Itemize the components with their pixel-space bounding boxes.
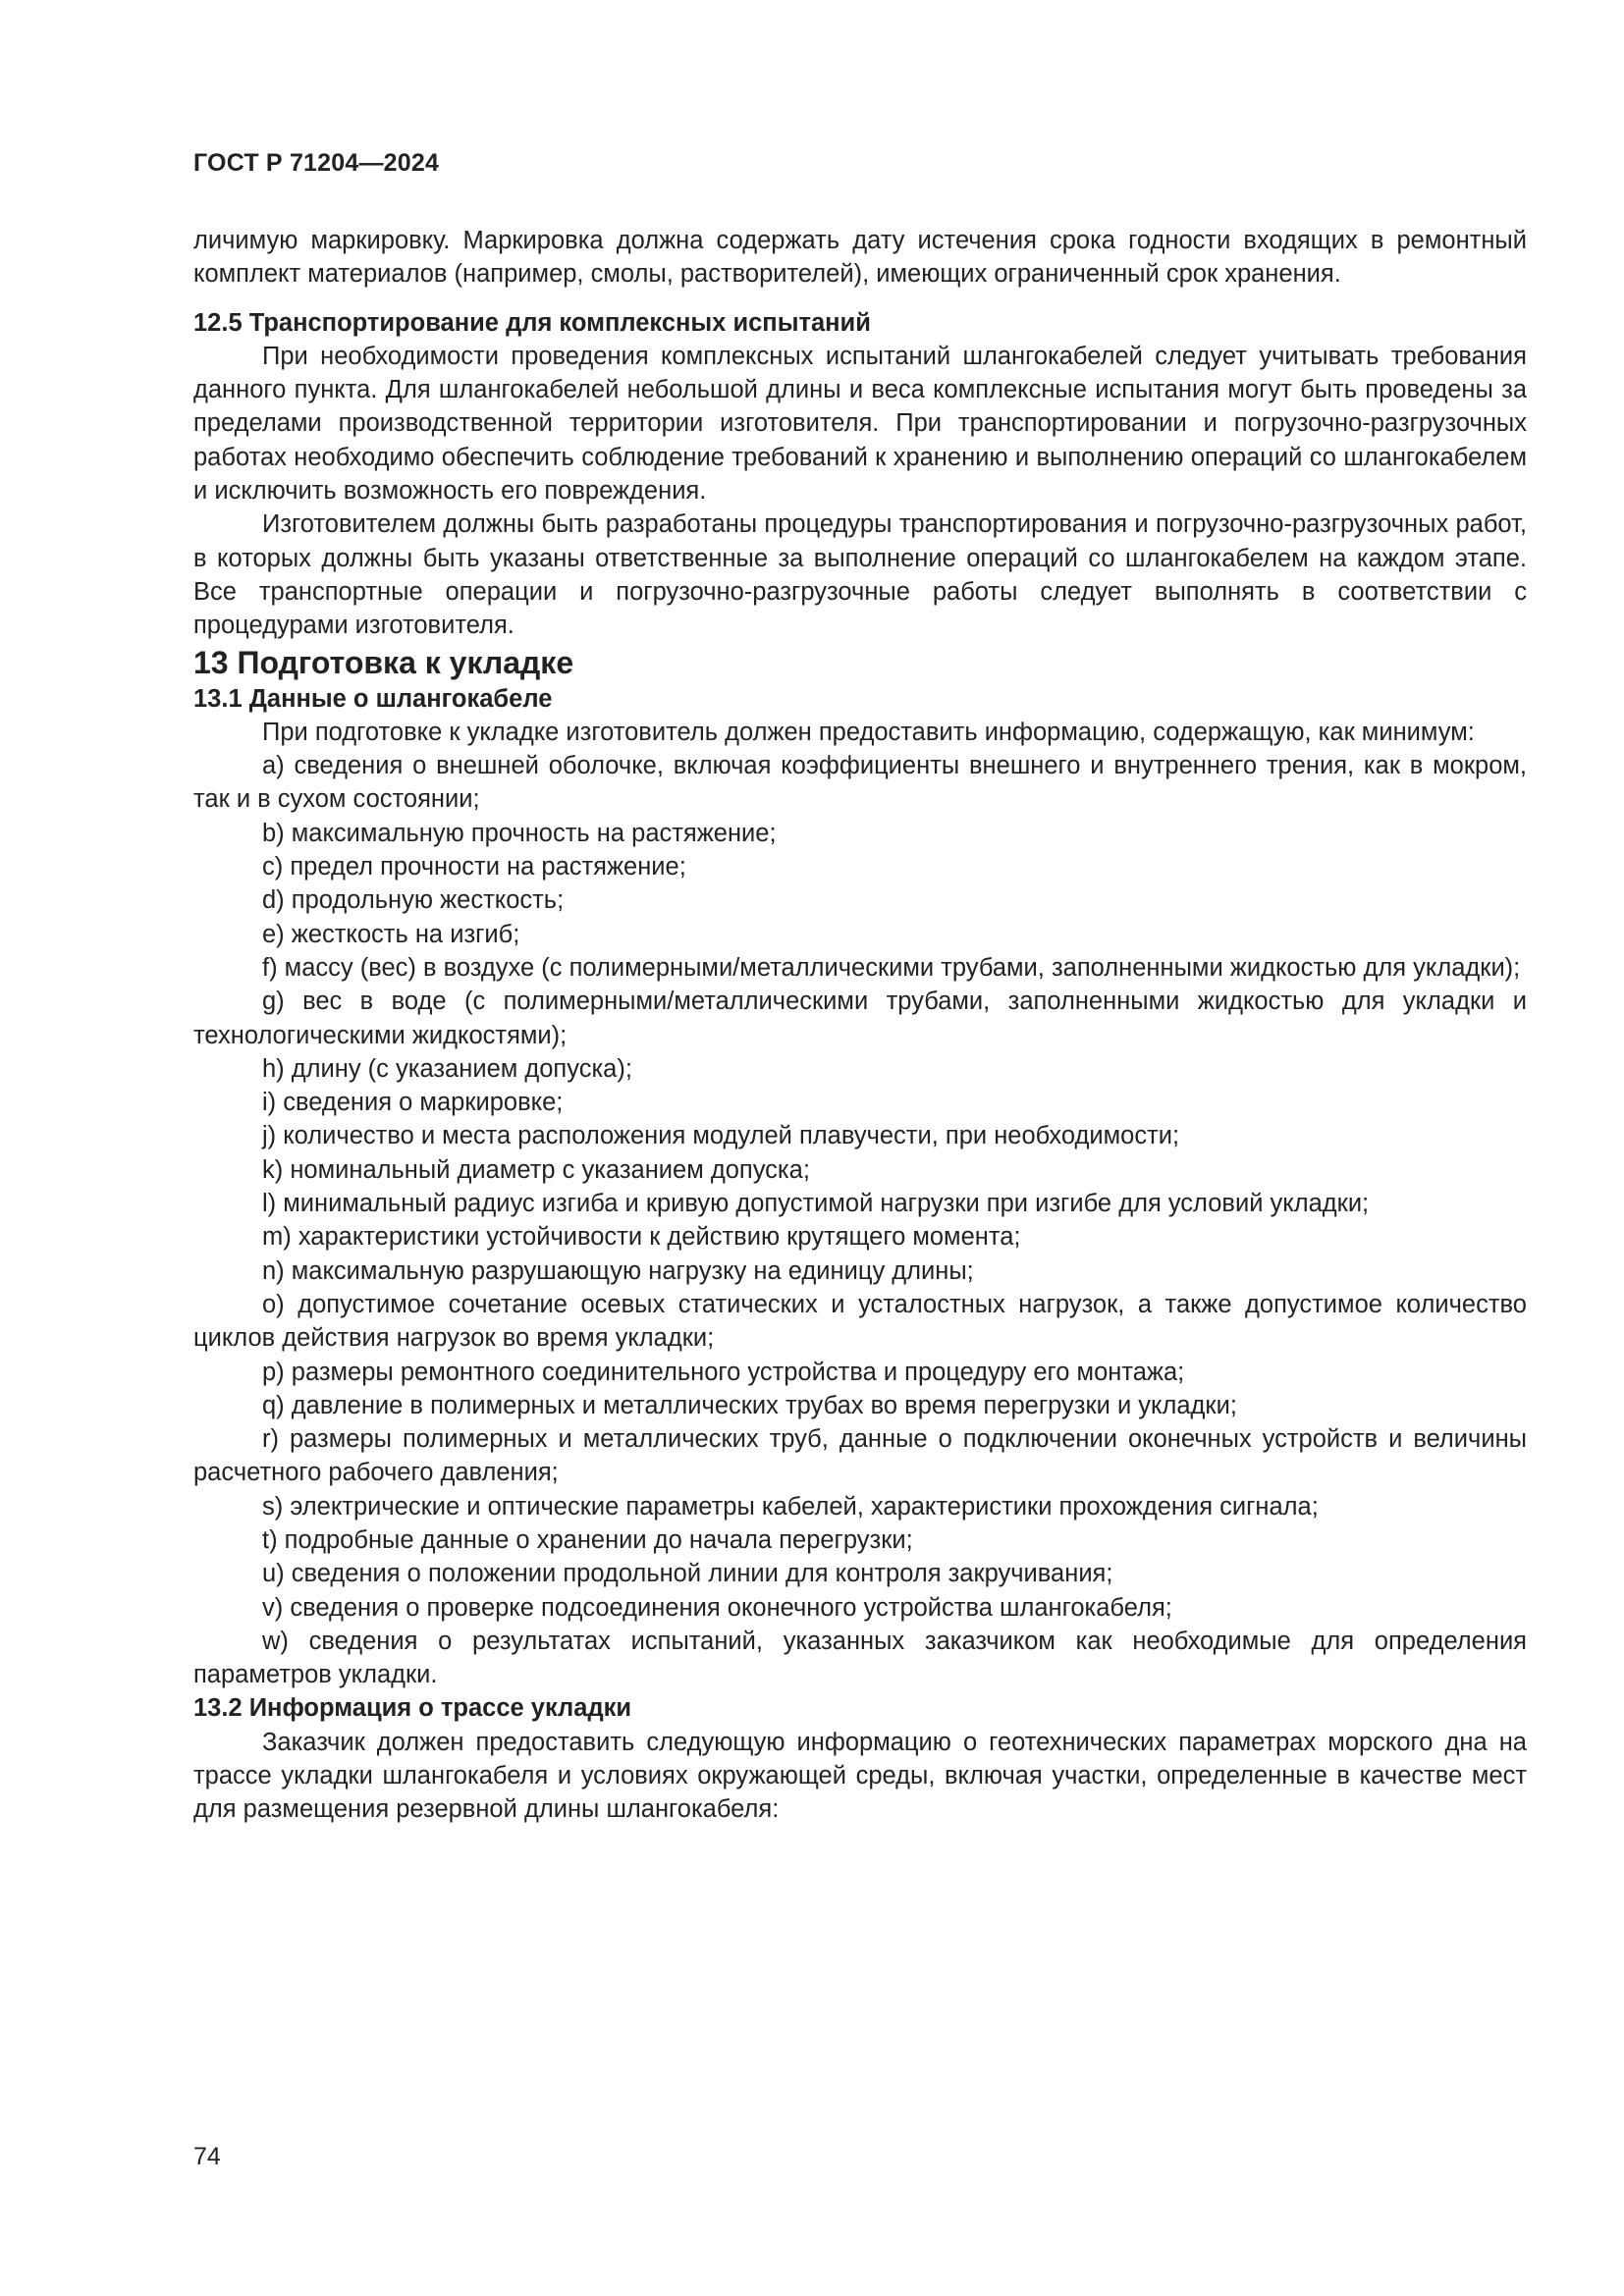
section-13-1-heading: 13.1 Данные о шлангокабеле	[193, 684, 553, 713]
list-item: q) давление в полимерных и металлических трубах во время перегрузки и укладки;	[262, 1391, 1237, 1419]
requirements-list	[193, 749, 1527, 1691]
list-item: b) максимальную прочность на растяжение;	[262, 819, 777, 847]
section-12-5-paragraph-2: Изготовителем должны быть разработаны процедуры транспортирования и погрузочно-разгрузочных работ, в которых должны быть указаны ответственные за выполнение операций со шлангокабелем на каждом этапе. Все транспортные операции и погрузочно-разгрузочные работы следует выполнять в соответствии с процедурами изготовителя.	[193, 510, 1527, 640]
page-number: 74	[193, 2143, 221, 2170]
list-item: o) допустимое сочетание осевых статических и усталостных нагрузок, а также допустимое количество циклов действия нагрузок во время укладки;	[193, 1290, 1527, 1353]
list-item: d) продольную жесткость;	[262, 886, 565, 915]
list-item: a) сведения о внешней оболочке, включая коэффициенты внешнего и внутреннего трения, как в мокром, так и в сухом состоянии;	[193, 752, 1527, 814]
list-item: t) подробные данные о хранении до начала перегрузки;	[262, 1525, 913, 1554]
list-item: c) предел прочности на растяжение;	[262, 853, 686, 881]
list-item: s) электрические и оптические параметры кабелей, характеристики прохождения сигнала;	[262, 1492, 1319, 1521]
section-13-heading: 13 Подготовка к укладке	[193, 644, 574, 680]
document-header: ГОСТ Р 71204—2024	[193, 149, 440, 177]
list-item: f) массу (вес) в воздухе (с полимерными/металлическими трубами, заполненными жидкостью для укладки);	[262, 953, 1521, 982]
list-item: r) размеры полимерных и металлических труб, данные о подключении оконечных устройств и величины расчетного рабочего давления;	[193, 1425, 1527, 1487]
list-item: i) сведения о маркировке;	[262, 1089, 564, 1117]
page-content	[193, 224, 1527, 1827]
section-12-5-paragraph-1: При необходимости проведения комплексных испытаний шлангокабелей следует учитывать требования данного пункта. Для шлангокабелей небольшой длины и веса комплексные испытания могут быть проведены за пределами производственной территории изготовителя. При транспортировании и погрузочно-разгрузочных работах необходимо обеспечить соблюдение требований к хранению и выполнению операций со шлангокабелем и исключить возможность его повреждения.	[193, 342, 1527, 506]
list-item: n) максимальную разрушающую нагрузку на единицу длины;	[262, 1256, 974, 1285]
paragraph-continuation: личимую маркировку. Маркировка должна содержать дату истечения срока годности входящих в ремонтный комплект материалов (например, смолы, растворителей), имеющих ограниченный срок хранения.	[193, 227, 1527, 289]
section-12-5-heading: 12.5 Транспортирование для комплексных испытаний	[193, 308, 871, 337]
list-item: p) размеры ремонтного соединительного устройства и процедуру его монтажа;	[262, 1358, 1185, 1386]
list-item: v) сведения о проверке подсоединения оконечного устройства шлангокабеля;	[262, 1593, 1172, 1622]
list-item: k) номинальный диаметр с указанием допуска;	[262, 1155, 810, 1184]
list-item: h) длину (с указанием допуска);	[262, 1054, 632, 1083]
list-item: m) характеристики устойчивости к действию крутящего момента;	[262, 1223, 1021, 1252]
list-item: w) сведения о результатах испытаний, указанных заказчиком как необходимые для определения параметров укладки.	[193, 1627, 1527, 1689]
list-item: g) вес в воде (с полимерными/металлическими трубами, заполненными жидкостью для укладки и технологическими жидкостями);	[193, 988, 1527, 1049]
list-item: l) минимальный радиус изгиба и кривую допустимой нагрузки при изгибе для условий укладки;	[262, 1190, 1370, 1218]
list-item: u) сведения о положении продольной линии для контроля закручивания;	[262, 1560, 1113, 1588]
section-13-2-heading: 13.2 Информация о трассе укладки	[193, 1694, 632, 1723]
section-13-2-paragraph-1: Заказчик должен предоставить следующую информацию о геотехнических параметрах морского дна на трассе укладки шлангокабеля и условиях окружающей среды, включая участки, определенные в качестве мест для размещения резервной длины шлангокабеля:	[193, 1728, 1527, 1824]
list-item: e) жесткость на изгиб;	[262, 920, 520, 948]
list-item: j) количество и места расположения модулей плавучести, при необходимости;	[262, 1122, 1180, 1150]
section-13-1-intro: При подготовке к укладке изготовитель должен предоставить информацию, содержащую, как минимум:	[262, 718, 1475, 746]
